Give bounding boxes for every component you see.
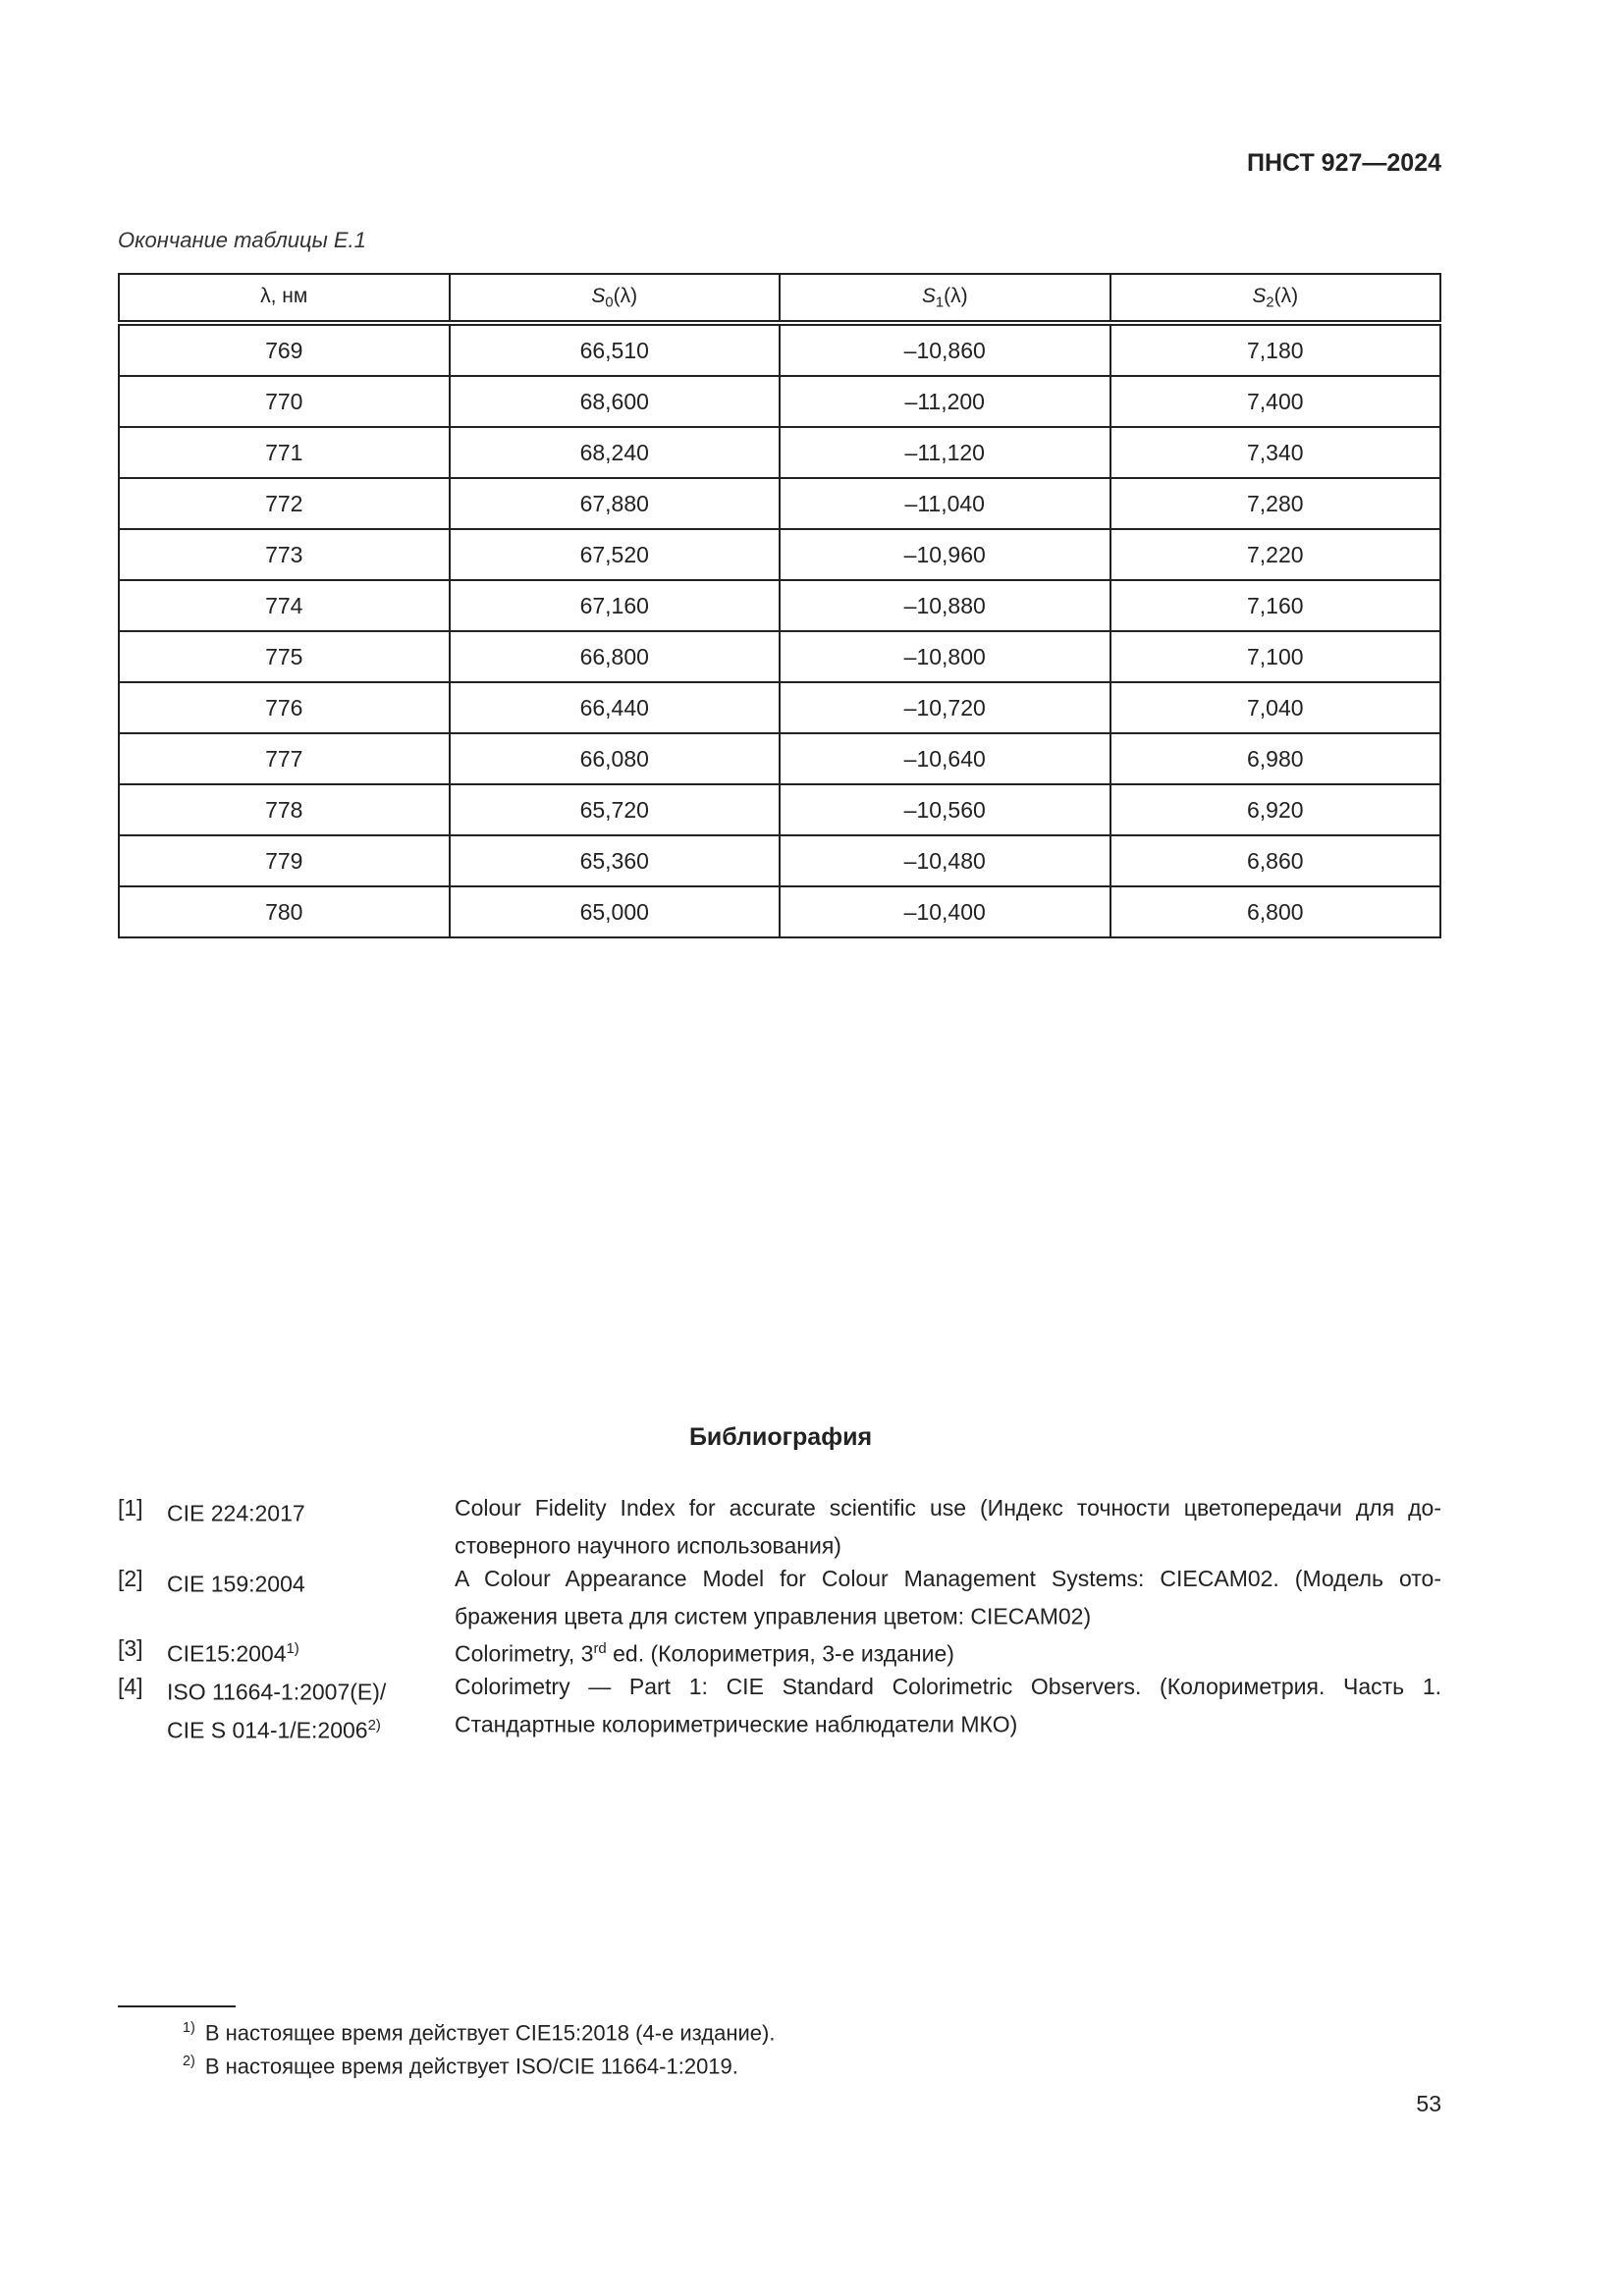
bibliography-entry: [118, 1492, 1441, 1563]
ref-footnote-mark: 1): [286, 1640, 299, 1658]
entry-description: [455, 1671, 1441, 1746]
entry-number: [3]: [118, 1635, 143, 1662]
table-cell: 774: [119, 580, 450, 631]
table-cell: 6,920: [1110, 784, 1441, 835]
table-cell: 769: [119, 323, 450, 376]
footnote-mark: 1): [183, 2020, 195, 2036]
table-header-row: [119, 274, 1440, 323]
table-cell: 777: [119, 733, 450, 784]
table-cell: 68,240: [450, 427, 781, 478]
table-cell: –10,960: [780, 529, 1110, 580]
table-caption: Окончание таблицы Е.1: [118, 228, 366, 252]
table-cell: –10,640: [780, 733, 1110, 784]
header-subscript: 0: [605, 294, 614, 311]
header-main: λ, нм: [260, 284, 308, 307]
table-cell: 66,440: [450, 682, 781, 733]
table-cell: 778: [119, 784, 450, 835]
table-cell: 7,040: [1110, 682, 1441, 733]
desc-text: Colorimetry — Part 1: CIE Standard Colorimetric Observers. (Колориметрия. Часть 1. Стандартные колориметрические наблюдатели МКО): [455, 1673, 1441, 1737]
entry-reference: [167, 1632, 455, 1671]
table-cell: 66,800: [450, 631, 781, 682]
footnote-text: В настоящее время действует ISO/CIE 11664-1:2019.: [204, 2054, 738, 2079]
bibliography-entry: [118, 1671, 1441, 1746]
ref-text: ISO 11664-1:2007(E)/: [167, 1679, 387, 1705]
entry-reference: [167, 1563, 455, 1633]
table-row: [119, 835, 1440, 886]
table-row: [119, 323, 1440, 376]
table-cell: –11,200: [780, 376, 1110, 427]
table-cell: 7,400: [1110, 376, 1441, 427]
bibliography-list: [118, 1492, 1441, 1746]
table-cell: 65,360: [450, 835, 781, 886]
header-tail: (λ): [1273, 284, 1299, 307]
desc-text: A Colour Appearance Model for Colour Management Systems: CIECAM02. (Модель ото-бражения цвета для систем управления цветом: CIECAM02): [455, 1565, 1441, 1629]
table-cell: 67,520: [450, 529, 781, 580]
desc-text: Colour Fidelity Index for accurate scientific use (Индекс точности цветопередачи для до-стоверного научного использования): [455, 1495, 1441, 1559]
entry-reference: [167, 1671, 455, 1746]
table-row: [119, 580, 1440, 631]
header-tail: (λ): [613, 284, 638, 307]
table-row: [119, 478, 1440, 529]
table-cell: 7,280: [1110, 478, 1441, 529]
table-cell: 7,340: [1110, 427, 1441, 478]
ref-footnote-mark-2: 2): [367, 1716, 381, 1734]
table-cell: 6,800: [1110, 886, 1441, 937]
page-number: 53: [1416, 2091, 1441, 2116]
table-cell: 7,100: [1110, 631, 1441, 682]
header-main: S: [921, 284, 936, 307]
desc-text: Colorimetry, 3: [455, 1640, 594, 1667]
table-row: [119, 376, 1440, 427]
table-row: [119, 784, 1440, 835]
column-header: [450, 274, 781, 323]
table-cell: 770: [119, 376, 450, 427]
desc-text-tail: ed. (Колориметрия, 3-е издание): [606, 1640, 954, 1667]
table-cell: 775: [119, 631, 450, 682]
table-cell: –11,120: [780, 427, 1110, 478]
table-cell: 67,160: [450, 580, 781, 631]
column-header: [780, 274, 1110, 323]
table-cell: 65,000: [450, 886, 781, 937]
entry-description: [455, 1563, 1441, 1633]
entry-reference: [167, 1492, 455, 1563]
table-cell: 771: [119, 427, 450, 478]
header-subscript: 1: [935, 294, 945, 311]
footnote-text: В настоящее время действует CIE15:2018 (4-е издание).: [204, 2020, 776, 2046]
footnote-mark: 2): [183, 2054, 195, 2069]
table-cell: 779: [119, 835, 450, 886]
table-cell: –10,400: [780, 886, 1110, 937]
table-cell: –10,560: [780, 784, 1110, 835]
table-row: [119, 529, 1440, 580]
ref-text: CIE 224:2017: [167, 1500, 305, 1526]
footnote-2: [183, 2054, 738, 2079]
table-cell: 772: [119, 478, 450, 529]
desc-superscript: rd: [593, 1640, 607, 1658]
bibliography-title: Библиография: [688, 1423, 873, 1451]
table-row: [119, 631, 1440, 682]
table-cell: 67,880: [450, 478, 781, 529]
table-cell: –11,040: [780, 478, 1110, 529]
footnote-1: [183, 2020, 776, 2046]
ref-text-2: CIE S 014-1/E:2006: [167, 1717, 368, 1743]
table-cell: 6,860: [1110, 835, 1441, 886]
table-cell: 65,720: [450, 784, 781, 835]
table-cell: –10,880: [780, 580, 1110, 631]
table-cell: 66,510: [450, 323, 781, 376]
table-cell: –10,480: [780, 835, 1110, 886]
table-cell: 780: [119, 886, 450, 937]
column-header: [119, 274, 450, 323]
table-cell: –10,800: [780, 631, 1110, 682]
table-cell: 7,180: [1110, 323, 1441, 376]
table-cell: 776: [119, 682, 450, 733]
header-tail: (λ): [944, 284, 968, 307]
ref-text: CIE15:2004: [167, 1640, 287, 1667]
header-subscript: 2: [1266, 294, 1274, 311]
bibliography-entry: [118, 1632, 1441, 1671]
header-main: S: [1252, 284, 1267, 307]
table-cell: 6,980: [1110, 733, 1441, 784]
document-id: ПНСТ 927—2024: [1247, 149, 1441, 177]
table-cell: 7,160: [1110, 580, 1441, 631]
table-row: [119, 886, 1440, 937]
column-header: [1110, 274, 1441, 323]
entry-number: [1]: [118, 1495, 143, 1521]
ref-text: CIE 159:2004: [167, 1571, 305, 1597]
entry-description: [455, 1632, 1441, 1671]
footnote-divider: [118, 2005, 236, 2007]
table-cell: –10,720: [780, 682, 1110, 733]
table-row: [119, 682, 1440, 733]
entry-description: [455, 1492, 1441, 1563]
table-cell: 7,220: [1110, 529, 1441, 580]
entry-number: [4]: [118, 1673, 143, 1699]
table-cell: 773: [119, 529, 450, 580]
table-row: [119, 733, 1440, 784]
bibliography-entry: [118, 1563, 1441, 1633]
table-row: [119, 427, 1440, 478]
entry-number: [2]: [118, 1565, 143, 1591]
table-cell: 68,600: [450, 376, 781, 427]
table-cell: –10,860: [780, 323, 1110, 376]
header-main: S: [591, 284, 606, 307]
spectral-table: [118, 273, 1441, 938]
table-cell: 66,080: [450, 733, 781, 784]
